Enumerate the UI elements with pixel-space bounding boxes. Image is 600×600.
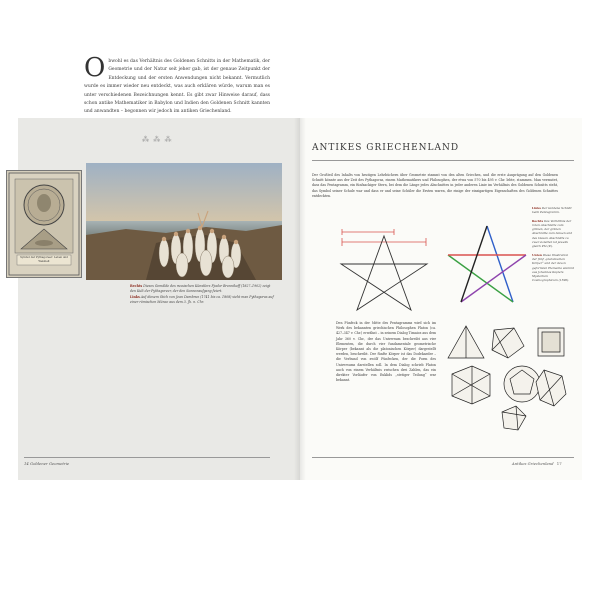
section-heading: ANTIKES GRIECHENLAND [312, 143, 460, 153]
caption-label: Unten [532, 252, 542, 257]
caption-text: Auf diesem Stich von Jean Dambrun (1741 bis ca. 1808) sieht man Pythagoras auf einer römischen Münze aus dem 3. Jh. n. Chr. [130, 295, 274, 304]
footer-title: Antikes Griechenland [512, 461, 554, 466]
section-ornament: ⁂ ⁂ ⁂ [142, 136, 173, 144]
pythagoras-engraving [6, 170, 82, 278]
bronnikoff-painting [86, 163, 282, 280]
painting-illustration [86, 163, 282, 280]
right-footer-rule [312, 457, 574, 458]
left-captions [130, 284, 276, 305]
book-gutter [294, 118, 306, 480]
caption-left-engraving [130, 295, 276, 305]
caption-label: Rechts [130, 284, 143, 288]
golden-diagram-left [338, 228, 430, 314]
golden-diagram-right [445, 222, 529, 308]
caption-right-painting [130, 284, 276, 294]
footer-page-number: 17 [556, 461, 562, 466]
right-paragraph-1: Der Großteil des Inhalts von heutigen Lehrbüchern über Geometrie stammt von den alten Griechen, und die erste Ausprägung auf den Goldenen Schnitt könnte aus der Zeit des Pythagoras, einem Mathematikers und Philosophen, der etwa von 570 bis 495 v. Chr. lebte, stammen. Man vermutet, dass das Pentagramm, ein fünfzackiger Stern, bei dem die Länge jedes Abschnittes in jeder anderen Linie im Verhältnis des Goldenen Schnitts steht, das Symbol seiner Schule war und dass er und seine Schüler die Ersten waren, die einige der einzigartigen Eigenschaften des Goldenen Schnittes entdeckten. [312, 173, 558, 198]
intro-paragraph [84, 53, 270, 117]
left-footer: 14 Goldener Geometrie [24, 461, 70, 466]
intro-text: bwohl es das Verhältnis des Goldenen Schnitts in der Mathematik, der Geometrie und der Natur seit jeher gab, ist der genaue Zeitpunkt der Entdeckung und der ersten Anwendungen nicht bekannt. Vermutlich wurde es immer wieder neu entdeckt, was auch erklären würde, warum man es unter verschiedenen Bezeichnungen kennt. Es gibt zwar Hinweise darauf, dass schon antike Mathematiker in Babylon und Indien den Goldenen Schnitt kannten und anwandten – begonnen wir jedoch im antiken Griechenland. [84, 59, 270, 115]
caption-rechts [532, 219, 574, 249]
drop-cap: O [84, 53, 106, 83]
caption-text: Diese Illustration der fünf „platonischen Körper“ und der davon geformten Elemente stammt aus Johannes Keplers Mysterium Cosmographicum (1596). [532, 252, 575, 283]
caption-unten [532, 253, 574, 283]
right-footer [512, 461, 562, 466]
caption-text: Dieses Gemälde des russischen Künstlers Fjodor Bronnikoff (1827–1902) zeigt den Kult der Pythagoreer, der den Sonnenaufgang feiert. [130, 284, 271, 293]
heading-rule [312, 160, 574, 161]
right-paragraph-2: Den Fünfeck in der Mitte des Pentagramms wird sich im Werk des bekannten griechischen Philosophen Platon (ca. 427–347 v. Chr.) erwähnt – in seinem Dialog Timaios aus dem Jahr 360 v. Chr., der das Universum beschreibt aus vier Elementen, die durch vier fundamentale geometrische Körper (bekannt als die platonischen Körper) dargestellt werden, beschreibt. Der fünfte Körper ist das Dodekaeder – die Verbund von zwölf Fünfecken, der die Form des Universums darstellen soll. In dem Dialog schrieb Platon auch von einem Verhältnis zwischen drei Zahlen, das ein direkter Vorläufer von Euklids „stetiger Teilung“ war bekannt. [336, 321, 436, 383]
caption-label: Links [532, 206, 541, 210]
caption-label: Links [130, 295, 140, 299]
caption-text: Der Goldene Schnitt beim Pentagramm. [532, 206, 572, 215]
caption-links [532, 206, 574, 215]
caption-label: Rechts [532, 218, 544, 223]
caption-text: Das Verhältnis der roten Abschnitte zum grünen, der grünen Abschnitte zum blauen und des blauen Abschnitts zu zwei violetten ist jeweils gleich Phi (Φ). [532, 218, 573, 249]
engraving-label: Symbol der Pythagoreer: Leben und Weisheit [20, 256, 68, 263]
left-footer-rule [24, 457, 270, 458]
kepler-platonic-solids [442, 322, 572, 434]
right-captions [532, 206, 574, 287]
